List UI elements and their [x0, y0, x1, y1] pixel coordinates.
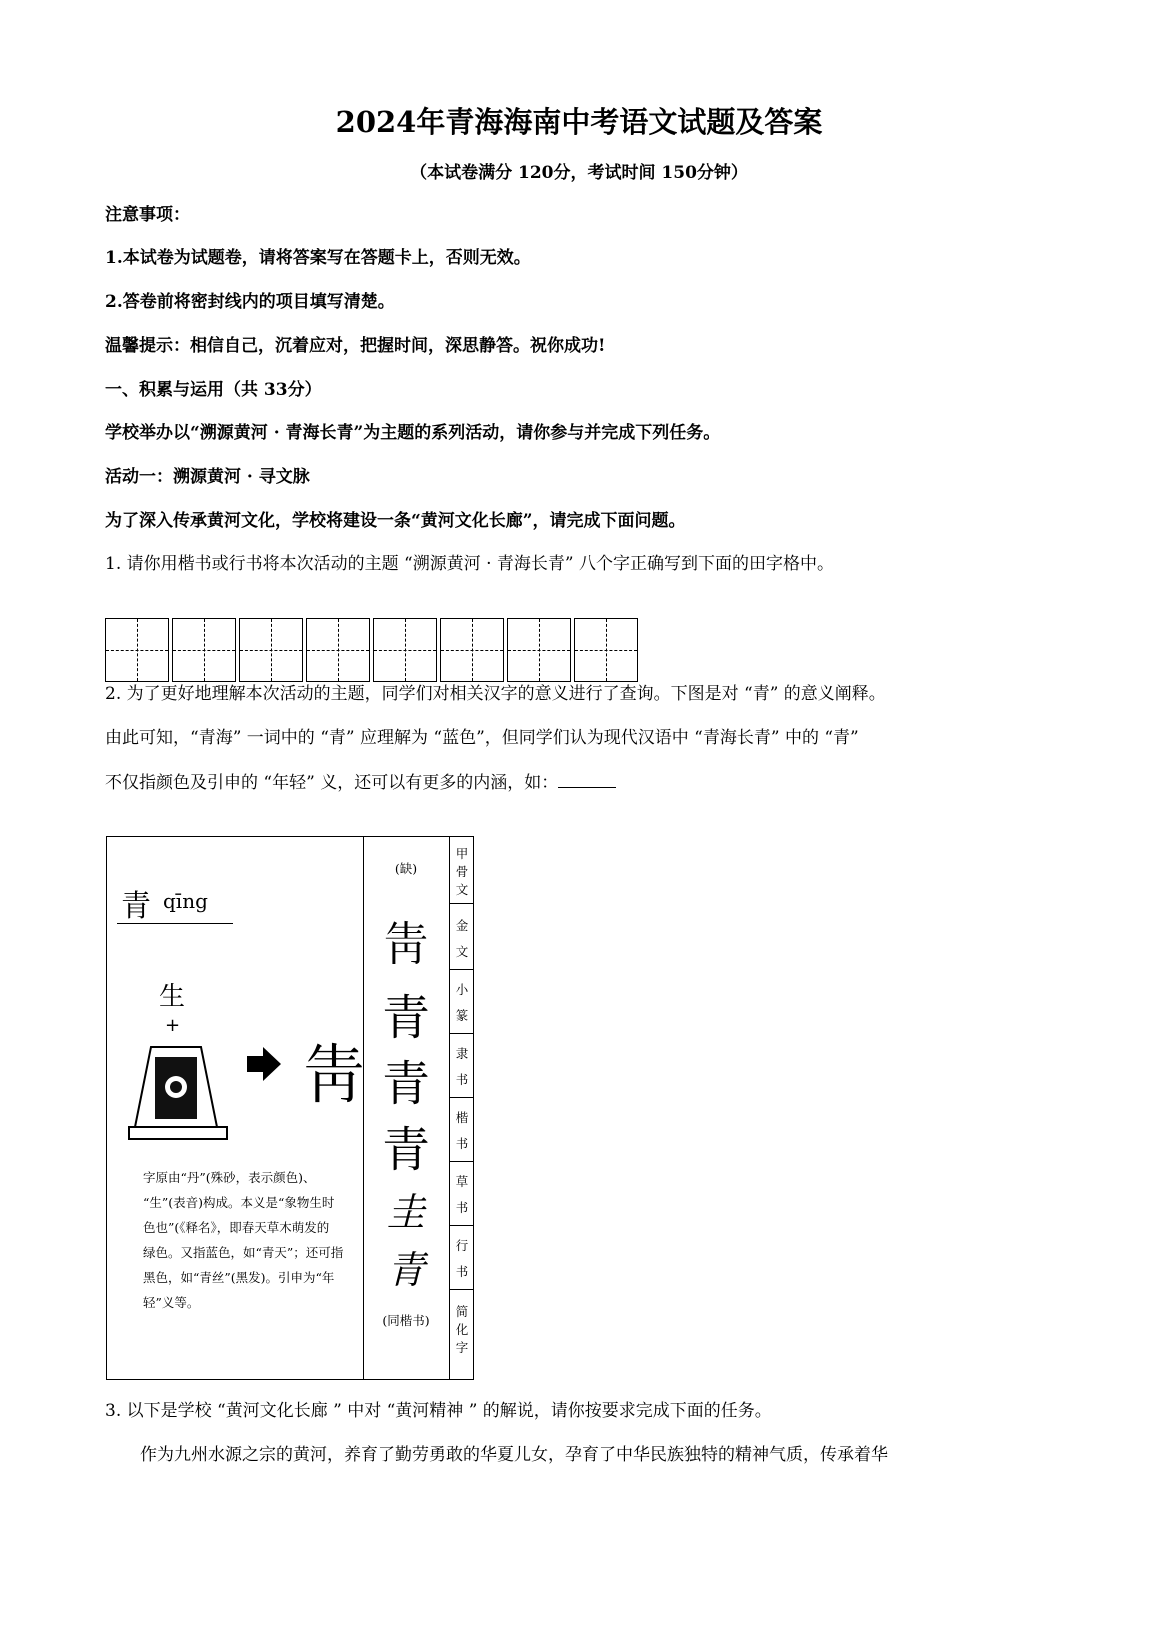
section-heading: 一、积累与运用（共 33分）	[105, 380, 322, 400]
notes-heading: 注意事项：	[105, 205, 190, 225]
divider	[117, 923, 233, 924]
arrow-right-icon	[247, 1047, 281, 1081]
divider	[449, 1161, 473, 1162]
grid-cell[interactable]	[574, 618, 638, 682]
label-regular: 楷 书	[455, 1110, 469, 1151]
grid-guide	[575, 650, 637, 651]
note-1: 1.本试卷为试题卷，请将答案写在答题卡上，否则无效。	[105, 248, 531, 268]
activity-1-heading: 活动一：溯源黄河 · 寻文脉	[105, 467, 310, 487]
question-1: 1. 请你用楷书或行书将本次活动的主题 “溯源黄河 · 青海长青” 八个字正确写到下面的田字格中。	[105, 554, 835, 574]
exam-info: （本试卷满分 120分，考试时间 150分钟）	[410, 163, 748, 183]
glyph-bronze: 𤯞	[381, 917, 430, 973]
label-seal: 小 篆	[455, 982, 469, 1023]
oracle-missing: (缺)	[394, 861, 418, 876]
divider	[449, 1097, 473, 1098]
activity-intro: 学校举办以“溯源黄河 · 青海长青”为主题的系列活动，请你参与并完成下列任务。	[105, 423, 721, 443]
grid-cell[interactable]	[239, 618, 303, 682]
grid-cell[interactable]	[440, 618, 504, 682]
writing-grid[interactable]	[105, 618, 641, 682]
svg-text:生: 生	[159, 982, 186, 1012]
divider	[449, 1289, 473, 1290]
svg-text:+: +	[165, 1015, 181, 1036]
grid-guide	[374, 650, 436, 651]
label-simplified: 简 化 字	[455, 1304, 469, 1355]
question-3-paragraph: 作为九州水源之宗的黄河，养育了勤劳勇敢的华夏儿女，孕育了中华民族独特的精神气质，传承着华	[140, 1445, 888, 1465]
page-title: 2024年青海海南中考语文试题及答案	[335, 105, 823, 139]
grid-guide	[307, 650, 369, 651]
question-2-line-1: 2. 为了更好地理解本次活动的主题，同学们对相关汉字的意义进行了查询。下图是对 “青” 的意义阐释。	[105, 684, 886, 704]
question-2-line-3-text: 不仅指颜色及引申的 “年轻” 义，还可以有更多的内涵，如：	[105, 773, 559, 793]
question-2-line-2: 由此可知，“青海” 一词中的 “青” 应理解为 “蓝色”，但同学们认为现代汉语中 “青海长青” 中的 “青”	[105, 728, 859, 748]
divider	[449, 1225, 473, 1226]
tip: 温馨提示：相信自己，沉着应对，把握时间，深思静答。祝你成功!	[105, 336, 606, 356]
bronze-glyph: 𤯞	[301, 1037, 367, 1114]
glyph-regular: 青	[381, 1122, 430, 1178]
character-evolution-figure	[106, 836, 474, 1380]
glyph-cursive: 圭	[386, 1190, 425, 1234]
grid-cell[interactable]	[373, 618, 437, 682]
simplified-same: (同楷书)	[382, 1313, 430, 1328]
grid-guide	[508, 650, 570, 651]
grid-guide	[441, 650, 503, 651]
label-cursive: 草 书	[455, 1174, 469, 1215]
grid-cell[interactable]	[105, 618, 169, 682]
question-3: 3. 以下是学校 “黄河文化长廊 ” 中对 “黄河精神 ” 的解说，请你按要求完成下面的任务。	[105, 1401, 772, 1421]
label-running: 行 书	[455, 1238, 469, 1279]
glyph-seal: 青	[381, 990, 430, 1046]
grid-cell[interactable]	[172, 618, 236, 682]
divider	[449, 903, 473, 904]
label-clerical: 隶 书	[455, 1046, 469, 1087]
answer-blank[interactable]	[558, 771, 616, 788]
activity-1-intro: 为了深入传承黄河文化，学校将建设一条“黄河文化长廊”，请完成下面问题。	[105, 511, 686, 531]
label-oracle: 甲 骨 文	[455, 846, 469, 897]
grid-guide	[240, 650, 302, 651]
character-description: 字原由“丹”(殊砂，表示颜色)、 “生”(表音)构成。本义是“象物生时 色也”(《释名》，即春天草木萌发的 绿色。又指蓝色，如“青天”；还可指 黑色，如“青丝”(黑发)。引申为“年 轻”义等。	[143, 1170, 344, 1310]
pinyin: qīng	[163, 889, 208, 913]
label-bronze: 金 文	[455, 918, 469, 959]
glyph-clerical: 青	[381, 1056, 430, 1112]
grid-guide	[106, 650, 168, 651]
divider	[449, 969, 473, 970]
cinnabar-well-illustration	[121, 977, 233, 1157]
grid-cell[interactable]	[507, 618, 571, 682]
glyph-running: 青	[386, 1248, 425, 1292]
grid-cell[interactable]	[306, 618, 370, 682]
divider	[449, 1033, 473, 1034]
head-character: 青	[121, 889, 151, 924]
grid-guide	[173, 650, 235, 651]
note-2: 2.答卷前将密封线内的项目填写清楚。	[105, 292, 395, 312]
question-2-line-3	[105, 768, 616, 793]
